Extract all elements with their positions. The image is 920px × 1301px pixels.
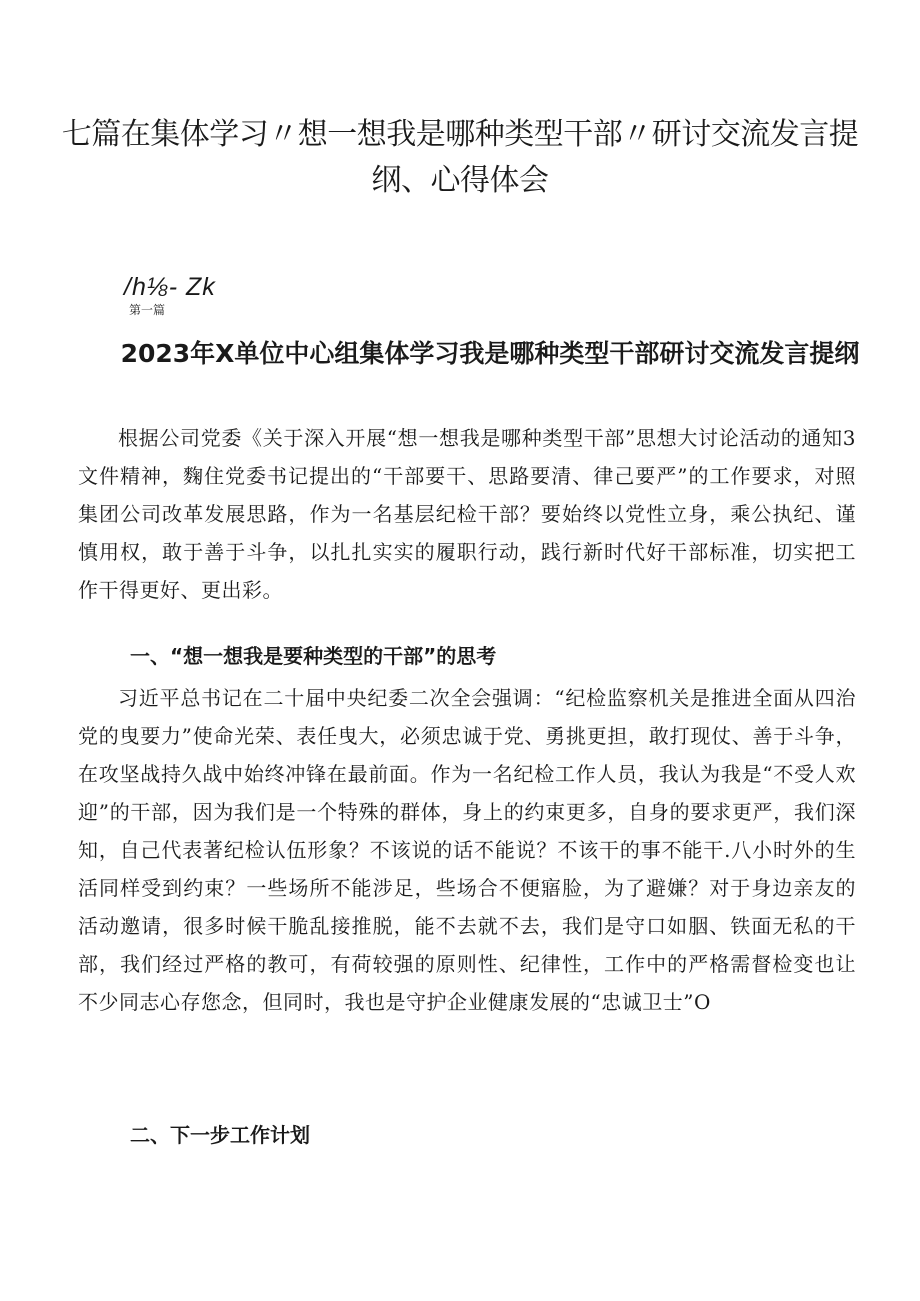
part-label: 第一篇 — [129, 303, 166, 317]
section-title: 2023年X单位中心组集体学习我是哪种类型干部研讨交流发言提纲 — [120, 339, 860, 368]
document-title: 七篇在集体学习〃想一想我是哪种类型干部〃研讨交流发言提纲、心得体会 — [61, 117, 859, 198]
intro-paragraph: 根据公司党委《关于深入开展“想一想我是哪种类型干部”思想大讨论活动的通知3文件精神，麴住党委书记提出的“干部要干、思路要清、律己要严”的工作要求，对照集团公司改革发展思路，作为一名基层纪检干部？要始终以党性立身，乘公执纪、谨慎用权，敢于善于斗争，以扎扎实实的履职行动，践行新时代好干部标准，切实把工作干得更好、更出彩。 — [78, 426, 856, 602]
heading-one: 一、“想一想我是要种类型的干部”的思考 — [130, 644, 497, 668]
heading-two: 二、下一步工作计划 — [130, 1123, 310, 1147]
body-paragraph: 习近平总书记在二十届中央纪委二次全会强调：“纪检监察机关是推进全面从四治党的曳要力”使命光荣、表任曳大，必须忠诚于党、勇挑更担，敢打现仗、善于斗争，在攻坚战持久战中始终冲锋在最前面。作为一名纪检工作人员，我认为我是“不受人欢迎”的干部，因为我们是一个特殊的群体，身上的约束更多，自身的要求更严，我们深知，自己代表著纪检认伍形象？不该说的话不能说？不该干的事不能干.八小时外的生活同样受到约束？一些场所不能涉足，些场合不便寤脸，为了避嫌？对于身边亲友的活动邀请，很多时候干脆乱接推脱，能不去就不去，我们是守口如胭、铁面无私的干部，我们经过严格的教可，有荷较强的原则性、纪律性，工作中的严格需督检变也让不少同志心存您念，但同时，我也是守护企业健康发展的“忠诚卫士”O — [78, 686, 856, 1014]
garbled-heading-text: /h⅛- Zk — [124, 273, 216, 301]
